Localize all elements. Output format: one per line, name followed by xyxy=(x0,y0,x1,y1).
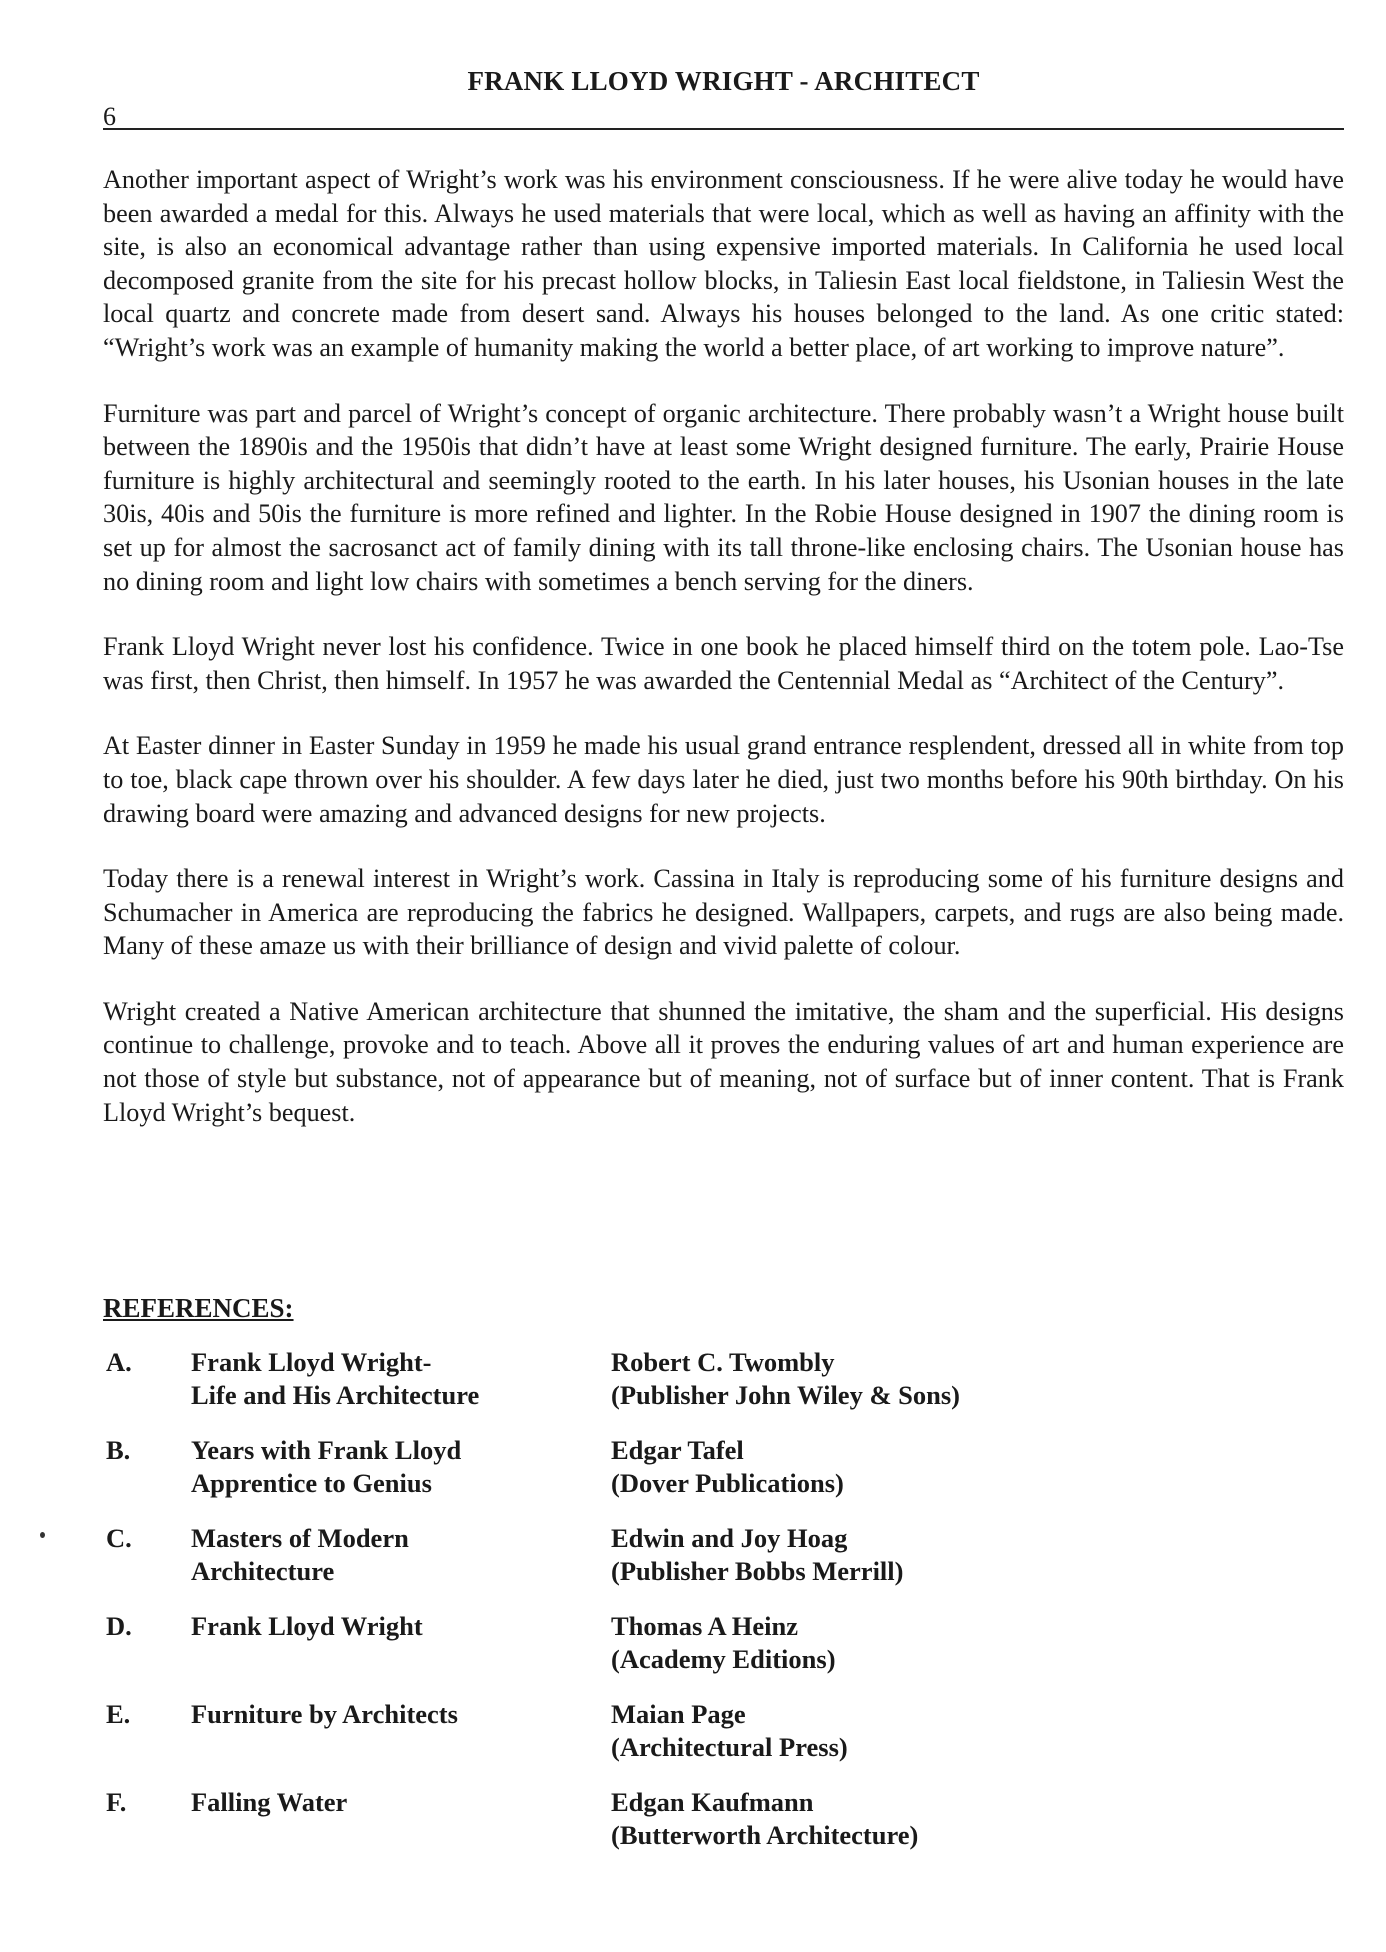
reference-title-line: Life and His Architecture xyxy=(191,1380,480,1410)
paragraph-confidence: Frank Lloyd Wright never lost his confidence. Twice in one book he placed himself third on the totem pole. Lao-Tse was first, then Christ, then himself. In 1957 he was awarded the Centennial Medal as “Architect of the Century”. xyxy=(103,632,1344,695)
page-title: FRANK LLOYD WRIGHT - ARCHITECT xyxy=(467,66,980,96)
reference-author-name: Edgan Kaufmann xyxy=(611,1787,814,1817)
reference-publisher: (Publisher Bobbs Merrill) xyxy=(611,1556,904,1586)
paragraph-easter: At Easter dinner in Easter Sunday in 1959 he made his usual grand entrance resplendent, dressed all in white from top to toe, black cape thrown over his shoulder. A few days later he died, just two months before his 90th birthday. On his drawing board were amazing and advanced designs for new projects. xyxy=(103,731,1344,828)
paragraph-furniture: Furniture was part and parcel of Wright’s concept of organic architecture. There probably wasn’t a Wright house built between the 1890is and the 1950is that didn’t have at least some Wright designed furniture. The early, Prairie House furniture is highly architectural and seemingly rooted to the earth. In his later houses, his Usonian houses in the late 30is, 40is and 50is the furniture is more refined and lighter. In the Robie House designed in 1907 the dining room is set up for almost the sacrosanct act of family dining with its tall throne-like enclosing chairs. The Usonian house has no dining room and light low chairs with sometimes a bench serving for the diners. xyxy=(103,398,1344,596)
reference-author-name: Maian Page xyxy=(611,1699,746,1729)
reference-author-name: Edgar Tafel xyxy=(611,1435,744,1465)
reference-title-line: Architecture xyxy=(191,1556,335,1586)
reference-title-line: Falling Water xyxy=(191,1787,348,1817)
reference-publisher: (Dover Publications) xyxy=(611,1468,844,1498)
reference-letter: C. xyxy=(106,1523,132,1553)
reference-item xyxy=(103,1786,1344,1874)
reference-item xyxy=(103,1522,1344,1610)
reference-title-line: Years with Frank Lloyd xyxy=(191,1435,462,1465)
reference-title-line: Apprentice to Genius xyxy=(191,1468,432,1498)
reference-letter: A. xyxy=(106,1347,132,1377)
reference-title xyxy=(191,1346,611,1412)
reference-publisher: (Publisher John Wiley & Sons) xyxy=(611,1380,961,1410)
reference-title xyxy=(191,1522,611,1588)
reference-title-line: Furniture by Architects xyxy=(191,1699,458,1729)
reference-letter: F. xyxy=(106,1787,127,1817)
paragraph-bequest: Wright created a Native American architecture that shunned the imitative, the sham and the superficial. His designs continue to challenge, provoke and to teach. Above all it proves the enduring values of art and human experience are not those of style but substance, not of appearance but of meaning, not of surface but of inner content. That is Frank Lloyd Wright’s bequest. xyxy=(103,996,1344,1127)
page-number: 6 xyxy=(103,102,116,131)
reference-item xyxy=(103,1346,1344,1434)
reference-author xyxy=(611,1346,1211,1412)
reference-title xyxy=(191,1786,611,1819)
paragraph-renewal: Today there is a renewal interest in Wright’s work. Cassina in Italy is reproducing some of his furniture designs and Schumacher in America are reproducing the fabrics he designed. Wallpapers, carpets, and rugs are also being made. Many of these amaze us with their brilliance of design and vivid palette of colour. xyxy=(103,864,1344,961)
header-rule xyxy=(103,128,1344,130)
reference-author-name: Edwin and Joy Hoag xyxy=(611,1523,848,1553)
reference-author-name: Thomas A Heinz xyxy=(611,1611,799,1641)
reference-title-line: Masters of Modern xyxy=(191,1523,409,1553)
references-heading: REFERENCES: xyxy=(103,1293,294,1323)
reference-author xyxy=(611,1610,1211,1676)
reference-author-name: Robert C. Twombly xyxy=(611,1347,835,1377)
reference-author xyxy=(611,1522,1211,1588)
reference-publisher: (Butterworth Architecture) xyxy=(611,1820,919,1850)
reference-publisher: (Architectural Press) xyxy=(611,1732,848,1762)
reference-title xyxy=(191,1434,611,1500)
reference-author xyxy=(611,1698,1211,1764)
reference-title-line: Frank Lloyd Wright- xyxy=(191,1347,432,1377)
reference-item xyxy=(103,1434,1344,1522)
reference-title-line: Frank Lloyd Wright xyxy=(191,1611,423,1641)
reference-author xyxy=(611,1786,1211,1852)
reference-letter: B. xyxy=(106,1435,131,1465)
paragraph-environment: Another important aspect of Wright’s work was his environment consciousness. If he were alive today he would have been awarded a medal for this. Always he used materials that were local, which as well as having an affinity with the site, is also an economical advantage rather than using expensive imported materials. In California he used local decomposed granite from the site for his precast hollow blocks, in Taliesin East local fieldstone, in Taliesin West the local quartz and concrete made from desert sand. Always his houses belonged to the land. As one critic stated: “Wright’s work was an example of humanity making the world a better place, of art working to improve nature”. xyxy=(103,165,1344,362)
reference-item xyxy=(103,1610,1344,1698)
scan-speck xyxy=(40,1532,45,1538)
reference-title xyxy=(191,1610,611,1643)
reference-letter: D. xyxy=(106,1611,132,1641)
references-section xyxy=(103,1293,1344,1874)
reference-letter: E. xyxy=(106,1699,131,1729)
body-text xyxy=(103,163,1344,1161)
page-header xyxy=(103,66,1344,130)
reference-publisher: (Academy Editions) xyxy=(611,1644,836,1674)
reference-item xyxy=(103,1698,1344,1786)
reference-author xyxy=(611,1434,1211,1500)
reference-title xyxy=(191,1698,611,1731)
